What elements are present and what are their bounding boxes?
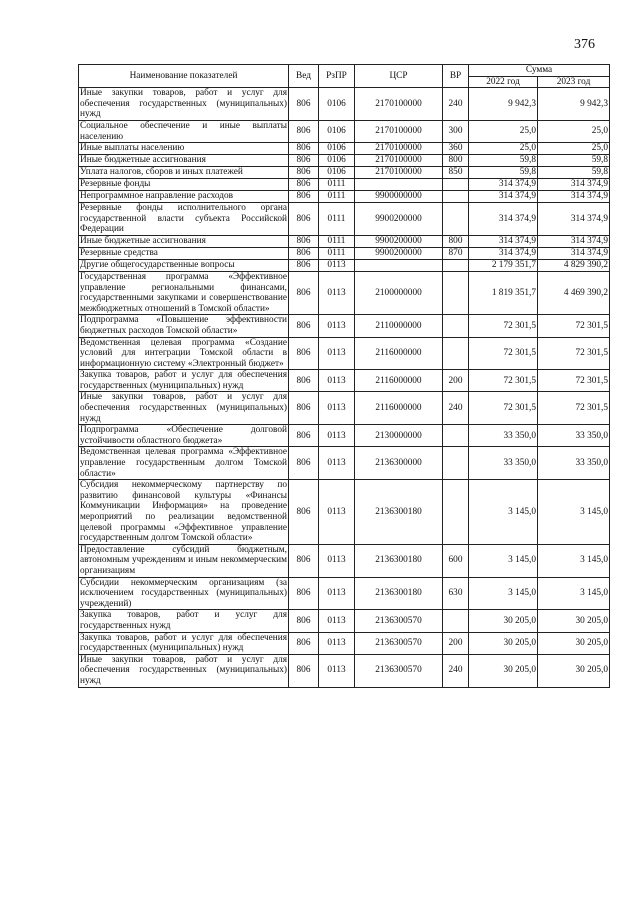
table-row bbox=[79, 654, 610, 687]
table-row bbox=[79, 392, 610, 425]
table-row bbox=[79, 247, 610, 259]
cell-csr: 2130000000 bbox=[355, 425, 443, 447]
cell-vr: 240 bbox=[443, 654, 469, 687]
cell-vr bbox=[443, 610, 469, 632]
cell-sum-2022: 72 301,5 bbox=[469, 370, 538, 392]
table-row bbox=[79, 577, 610, 610]
table-row bbox=[79, 88, 610, 121]
cell-ved: 806 bbox=[289, 480, 319, 545]
cell-ved: 806 bbox=[289, 247, 319, 259]
cell-ved: 806 bbox=[289, 610, 319, 632]
cell-vr: 850 bbox=[443, 167, 469, 179]
cell-vr: 800 bbox=[443, 235, 469, 247]
header-sum: Сумма bbox=[469, 65, 610, 77]
cell-sum-2023: 72 301,5 bbox=[538, 392, 610, 425]
cell-sum-2022: 314 374,9 bbox=[469, 191, 538, 203]
cell-rzpr: 0111 bbox=[319, 191, 355, 203]
cell-csr: 2170100000 bbox=[355, 120, 443, 142]
table-row bbox=[79, 447, 610, 480]
table-row bbox=[79, 191, 610, 203]
cell-rzpr: 0106 bbox=[319, 167, 355, 179]
table-row bbox=[79, 271, 610, 314]
cell-rzpr: 0113 bbox=[319, 271, 355, 314]
cell-sum-2022: 59,8 bbox=[469, 155, 538, 167]
header-2022: 2022 год bbox=[469, 76, 538, 88]
table-row bbox=[79, 143, 610, 155]
cell-sum-2023: 3 145,0 bbox=[538, 544, 610, 577]
cell-sum-2023: 30 205,0 bbox=[538, 654, 610, 687]
page-number: 376 bbox=[574, 37, 595, 52]
cell-sum-2023: 30 205,0 bbox=[538, 632, 610, 654]
cell-rzpr: 0106 bbox=[319, 155, 355, 167]
table-row bbox=[79, 315, 610, 337]
cell-name: Уплата налогов, сборов и иных платежей bbox=[79, 167, 289, 179]
cell-rzpr: 0113 bbox=[319, 447, 355, 480]
cell-csr: 2170100000 bbox=[355, 143, 443, 155]
cell-sum-2023: 4 469 390,2 bbox=[538, 271, 610, 314]
cell-vr: 870 bbox=[443, 247, 469, 259]
cell-vr: 600 bbox=[443, 544, 469, 577]
cell-sum-2023: 72 301,5 bbox=[538, 370, 610, 392]
cell-vr bbox=[443, 179, 469, 191]
cell-csr: 2136300570 bbox=[355, 610, 443, 632]
cell-sum-2023: 25,0 bbox=[538, 143, 610, 155]
table-body bbox=[79, 88, 610, 687]
cell-ved: 806 bbox=[289, 370, 319, 392]
cell-name: Резервные фонды bbox=[79, 179, 289, 191]
table-row bbox=[79, 167, 610, 179]
cell-sum-2023: 30 205,0 bbox=[538, 610, 610, 632]
cell-sum-2022: 3 145,0 bbox=[469, 544, 538, 577]
cell-sum-2023: 9 942,3 bbox=[538, 88, 610, 121]
cell-ved: 806 bbox=[289, 577, 319, 610]
cell-vr bbox=[443, 271, 469, 314]
cell-rzpr: 0113 bbox=[319, 480, 355, 545]
cell-ved: 806 bbox=[289, 167, 319, 179]
header-vr: ВР bbox=[443, 65, 469, 88]
cell-rzpr: 0113 bbox=[319, 654, 355, 687]
cell-name: Государственная программа «Эффективное управление региональными финансами, государственными закупками и совершенствование межбюджетных отношений в Томской области» bbox=[80, 271, 287, 314]
cell-vr: 630 bbox=[443, 577, 469, 610]
cell-sum-2022: 314 374,9 bbox=[469, 247, 538, 259]
cell-sum-2022: 33 350,0 bbox=[469, 425, 538, 447]
cell-vr bbox=[443, 259, 469, 271]
cell-vr bbox=[443, 337, 469, 370]
cell-sum-2022: 33 350,0 bbox=[469, 447, 538, 480]
cell-csr: 2170100000 bbox=[355, 88, 443, 121]
cell-sum-2023: 59,8 bbox=[538, 155, 610, 167]
cell-sum-2023: 25,0 bbox=[538, 120, 610, 142]
cell-sum-2022: 30 205,0 bbox=[469, 654, 538, 687]
cell-name: Резервные фонды исполнительного органа государственной власти субъекта Российской Федерации bbox=[80, 203, 287, 235]
cell-rzpr: 0113 bbox=[319, 632, 355, 654]
header-name: Наименование показателей bbox=[79, 65, 289, 88]
cell-rzpr: 0106 bbox=[319, 88, 355, 121]
cell-csr: 2136300000 bbox=[355, 447, 443, 480]
budget-table bbox=[78, 64, 610, 688]
cell-csr: 2116000000 bbox=[355, 337, 443, 370]
cell-ved: 806 bbox=[289, 120, 319, 142]
cell-rzpr: 0113 bbox=[319, 315, 355, 337]
cell-ved: 806 bbox=[289, 143, 319, 155]
cell-sum-2022: 9 942,3 bbox=[469, 88, 538, 121]
table-row bbox=[79, 235, 610, 247]
cell-csr: 9900200000 bbox=[355, 203, 443, 236]
cell-vr bbox=[443, 425, 469, 447]
cell-name: Другие общегосударственные вопросы bbox=[79, 259, 289, 271]
cell-sum-2022: 3 145,0 bbox=[469, 480, 538, 545]
cell-rzpr: 0113 bbox=[319, 392, 355, 425]
cell-ved: 806 bbox=[289, 392, 319, 425]
cell-name: Предоставление субсидий бюджетным, автономным учреждениям и иным некоммерческим организациям bbox=[80, 544, 287, 576]
cell-ved: 806 bbox=[289, 654, 319, 687]
header-ved: Вед bbox=[289, 65, 319, 88]
cell-name: Закупка товаров, работ и услуг для обеспечения государственных (муниципальных) нужд bbox=[80, 370, 287, 391]
cell-ved: 806 bbox=[289, 315, 319, 337]
cell-name: Закупка товаров, работ и услуг для обеспечения государственных (муниципальных) нужд bbox=[80, 632, 287, 654]
table-row bbox=[79, 632, 610, 654]
cell-name: Подпрограмма «Обеспечение долговой устойчивости областного бюджета» bbox=[80, 425, 287, 446]
table-row bbox=[79, 480, 610, 545]
cell-sum-2022: 72 301,5 bbox=[469, 337, 538, 370]
table-row bbox=[79, 203, 610, 236]
cell-name: Субсидии некоммерческим организациям (за исключением государственных (муниципальных) учреждений) bbox=[80, 577, 287, 609]
cell-sum-2022: 25,0 bbox=[469, 120, 538, 142]
cell-name: Иные закупки товаров, работ и услуг для обеспечения государственных (муниципальных) нужд bbox=[80, 88, 287, 120]
cell-rzpr: 0111 bbox=[319, 235, 355, 247]
cell-sum-2023: 59,8 bbox=[538, 167, 610, 179]
cell-name: Непрограммное направление расходов bbox=[79, 191, 289, 203]
cell-vr bbox=[443, 447, 469, 480]
cell-sum-2023: 3 145,0 bbox=[538, 577, 610, 610]
table-row bbox=[79, 370, 610, 392]
cell-vr bbox=[443, 315, 469, 337]
header-rzpr: РзПР bbox=[319, 65, 355, 88]
table-row bbox=[79, 544, 610, 577]
cell-ved: 806 bbox=[289, 259, 319, 271]
table-row bbox=[79, 259, 610, 271]
cell-rzpr: 0113 bbox=[319, 610, 355, 632]
cell-rzpr: 0113 bbox=[319, 577, 355, 610]
cell-vr: 800 bbox=[443, 155, 469, 167]
cell-vr: 200 bbox=[443, 370, 469, 392]
cell-sum-2023: 3 145,0 bbox=[538, 480, 610, 545]
cell-ved: 806 bbox=[289, 337, 319, 370]
cell-csr: 2136300570 bbox=[355, 632, 443, 654]
cell-vr: 240 bbox=[443, 88, 469, 121]
cell-name: Субсидия некоммерческому партнерству по развитию финансовой культуры «Финансы Коммуникации Информация» на проведение мероприятий по реализации ведомственной целевой программы «Эффективное управление государственным долгом Томской области» bbox=[80, 480, 287, 544]
cell-rzpr: 0113 bbox=[319, 544, 355, 577]
cell-ved: 806 bbox=[289, 179, 319, 191]
table-row bbox=[79, 610, 610, 632]
cell-ved: 806 bbox=[289, 191, 319, 203]
cell-name: Резервные средства bbox=[79, 247, 289, 259]
table-header bbox=[79, 65, 610, 88]
cell-name: Подпрограмма «Повышение эффективности бюджетных расходов Томской области» bbox=[80, 315, 287, 336]
table-row bbox=[79, 179, 610, 191]
table-row bbox=[79, 155, 610, 167]
cell-rzpr: 0111 bbox=[319, 247, 355, 259]
cell-ved: 806 bbox=[289, 235, 319, 247]
cell-csr: 2100000000 bbox=[355, 271, 443, 314]
header-2023: 2023 год bbox=[538, 76, 610, 88]
cell-ved: 806 bbox=[289, 447, 319, 480]
cell-sum-2023: 33 350,0 bbox=[538, 447, 610, 480]
cell-vr bbox=[443, 480, 469, 545]
cell-sum-2022: 25,0 bbox=[469, 143, 538, 155]
cell-sum-2022: 2 179 351,7 bbox=[469, 259, 538, 271]
cell-sum-2023: 4 829 390,2 bbox=[538, 259, 610, 271]
cell-ved: 806 bbox=[289, 155, 319, 167]
cell-ved: 806 bbox=[289, 271, 319, 314]
cell-rzpr: 0111 bbox=[319, 179, 355, 191]
cell-csr bbox=[355, 179, 443, 191]
cell-sum-2023: 314 374,9 bbox=[538, 235, 610, 247]
cell-csr: 2116000000 bbox=[355, 370, 443, 392]
cell-sum-2022: 314 374,9 bbox=[469, 235, 538, 247]
cell-sum-2023: 314 374,9 bbox=[538, 179, 610, 191]
cell-csr: 2136300180 bbox=[355, 544, 443, 577]
cell-rzpr: 0113 bbox=[319, 370, 355, 392]
cell-name: Иные бюджетные ассигнования bbox=[79, 235, 289, 247]
cell-rzpr: 0106 bbox=[319, 143, 355, 155]
cell-rzpr: 0106 bbox=[319, 120, 355, 142]
cell-ved: 806 bbox=[289, 88, 319, 121]
cell-name: Ведомственная целевая программа «Эффективное управление государственным долгом Томской области» bbox=[80, 447, 287, 479]
cell-name: Иные бюджетные ассигнования bbox=[79, 155, 289, 167]
cell-csr: 2170100000 bbox=[355, 155, 443, 167]
cell-vr bbox=[443, 203, 469, 236]
cell-csr: 2136300570 bbox=[355, 654, 443, 687]
cell-csr: 9900200000 bbox=[355, 235, 443, 247]
cell-vr: 240 bbox=[443, 392, 469, 425]
cell-sum-2023: 33 350,0 bbox=[538, 425, 610, 447]
cell-sum-2023: 314 374,9 bbox=[538, 247, 610, 259]
cell-rzpr: 0113 bbox=[319, 259, 355, 271]
cell-csr: 2170100000 bbox=[355, 167, 443, 179]
cell-name: Иные закупки товаров, работ и услуг для обеспечения государственных (муниципальных) нужд bbox=[80, 654, 287, 686]
cell-name: Социальное обеспечение и иные выплаты населению bbox=[80, 120, 287, 142]
cell-name: Иные выплаты населению bbox=[79, 143, 289, 155]
header-csr: ЦСР bbox=[355, 65, 443, 88]
cell-sum-2022: 314 374,9 bbox=[469, 203, 538, 236]
table-row bbox=[79, 337, 610, 370]
cell-sum-2023: 314 374,9 bbox=[538, 191, 610, 203]
cell-sum-2022: 30 205,0 bbox=[469, 632, 538, 654]
cell-ved: 806 bbox=[289, 425, 319, 447]
cell-sum-2022: 30 205,0 bbox=[469, 610, 538, 632]
cell-csr: 2136300180 bbox=[355, 480, 443, 545]
cell-vr bbox=[443, 191, 469, 203]
cell-sum-2022: 72 301,5 bbox=[469, 315, 538, 337]
cell-sum-2022: 1 819 351,7 bbox=[469, 271, 538, 314]
cell-rzpr: 0113 bbox=[319, 425, 355, 447]
cell-sum-2022: 72 301,5 bbox=[469, 392, 538, 425]
cell-rzpr: 0113 bbox=[319, 337, 355, 370]
cell-sum-2022: 59,8 bbox=[469, 167, 538, 179]
cell-rzpr: 0111 bbox=[319, 203, 355, 236]
cell-sum-2023: 72 301,5 bbox=[538, 315, 610, 337]
cell-ved: 806 bbox=[289, 544, 319, 577]
cell-csr: 9900000000 bbox=[355, 191, 443, 203]
cell-vr: 300 bbox=[443, 120, 469, 142]
cell-csr: 9900200000 bbox=[355, 247, 443, 259]
cell-vr: 360 bbox=[443, 143, 469, 155]
cell-ved: 806 bbox=[289, 632, 319, 654]
table-row bbox=[79, 120, 610, 142]
cell-sum-2022: 314 374,9 bbox=[469, 179, 538, 191]
cell-ved: 806 bbox=[289, 203, 319, 236]
cell-name: Иные закупки товаров, работ и услуг для обеспечения государственных (муниципальных) нужд bbox=[80, 392, 287, 424]
table-row bbox=[79, 425, 610, 447]
cell-sum-2022: 3 145,0 bbox=[469, 577, 538, 610]
cell-name: Ведомственная целевая программа «Создание условий для интеграции Томской области в информационную систему «Электронный бюджет» bbox=[80, 337, 287, 369]
cell-sum-2023: 314 374,9 bbox=[538, 203, 610, 236]
cell-name: Закупка товаров, работ и услуг для государственных нужд bbox=[80, 610, 287, 631]
cell-csr: 2110000000 bbox=[355, 315, 443, 337]
cell-csr: 2116000000 bbox=[355, 392, 443, 425]
cell-csr: 2136300180 bbox=[355, 577, 443, 610]
cell-sum-2023: 72 301,5 bbox=[538, 337, 610, 370]
cell-csr bbox=[355, 259, 443, 271]
cell-vr: 200 bbox=[443, 632, 469, 654]
